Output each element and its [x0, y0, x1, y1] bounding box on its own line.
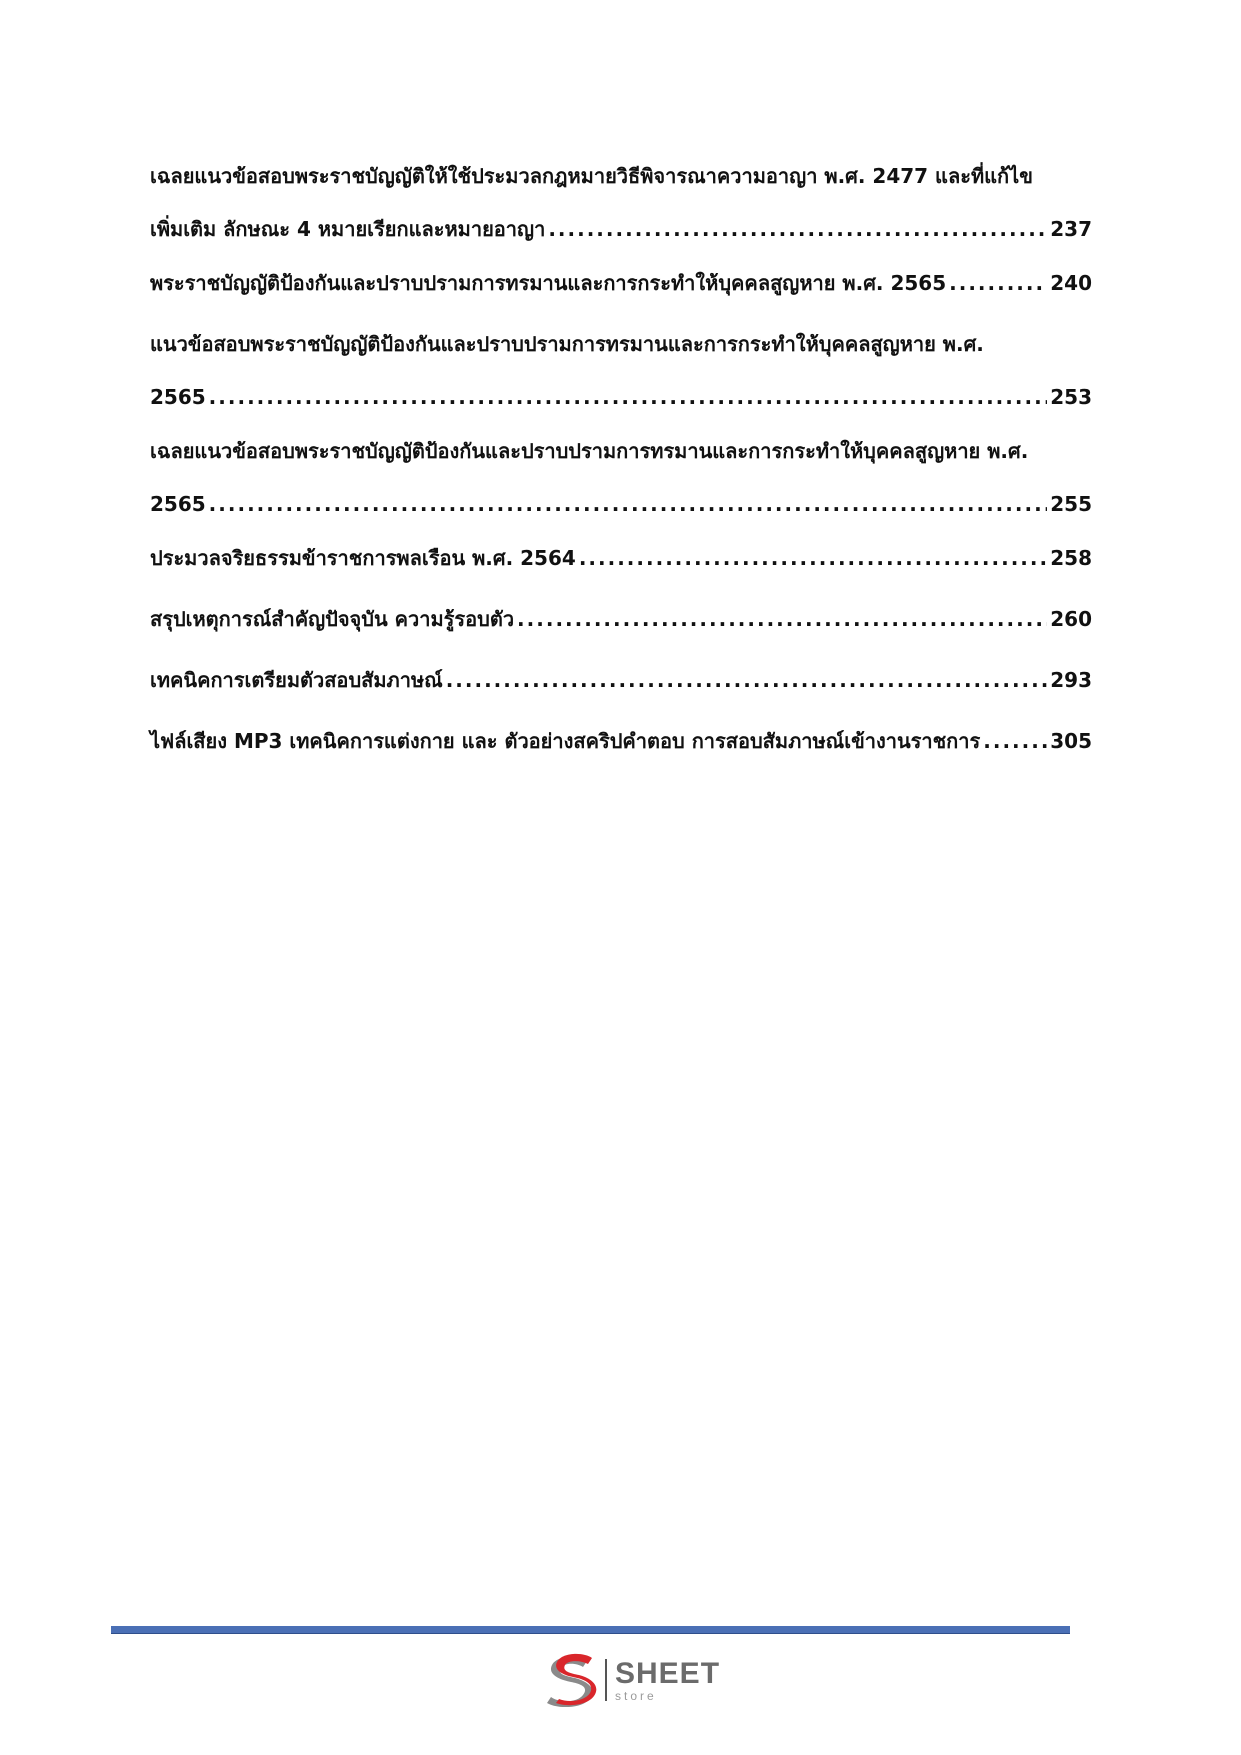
toc-entry-title: ประมวลจริยธรรมข้าราชการพลเรือน พ.ศ. 2564 — [150, 546, 576, 570]
toc-entry-title: เทคนิคการเตรียมตัวสอบสัมภาษณ์ — [150, 668, 443, 692]
logo-divider — [605, 1659, 607, 1701]
dot-leader — [579, 532, 1047, 585]
toc-entry-title-line1: เฉลยแนวข้อสอบพระราชบัญญัติให้ใช้ประมวลกฎหมายวิธีพิจารณาความอาญา พ.ศ. 2477 และที่แก้ไข — [150, 164, 1033, 188]
table-of-contents — [150, 150, 1092, 776]
sheet-store-s-logo-icon — [543, 1653, 599, 1707]
toc-entry[interactable] — [150, 150, 1092, 256]
toc-page-number: 255 — [1050, 492, 1092, 516]
toc-entry[interactable] — [150, 593, 1092, 646]
sheet-store-logo — [543, 1653, 720, 1707]
logo-text-sub: store — [615, 1688, 657, 1703]
toc-entry-title-line2: 2565 — [150, 385, 206, 409]
dot-leader — [209, 478, 1048, 531]
toc-entry-title: สรุปเหตุการณ์สำคัญปัจจุบัน ความรู้รอบตัว — [150, 607, 515, 631]
toc-page-number: 293 — [1050, 668, 1092, 692]
toc-entry[interactable] — [150, 425, 1092, 531]
dot-leader — [983, 715, 1047, 768]
toc-entry[interactable] — [150, 715, 1092, 768]
logo-wordmark — [615, 1656, 721, 1703]
toc-entry[interactable] — [150, 532, 1092, 585]
toc-entry-title-line2: เพิ่มเติม ลักษณะ 4 หมายเรียกและหมายอาญา — [150, 217, 546, 241]
dot-leader — [517, 593, 1047, 646]
toc-page-number: 253 — [1050, 385, 1092, 409]
toc-page-number: 237 — [1050, 217, 1092, 241]
dot-leader — [209, 371, 1048, 424]
toc-entry[interactable] — [150, 257, 1092, 310]
dot-leader — [446, 654, 1048, 707]
footer-divider — [111, 1626, 1070, 1634]
toc-entry[interactable] — [150, 654, 1092, 707]
toc-page-number: 258 — [1050, 546, 1092, 570]
toc-entry-title: พระราชบัญญัติป้องกันและปราบปรามการทรมานและการกระทำให้บุคคลสูญหาย พ.ศ. 2565 — [150, 271, 947, 295]
toc-entry-title: ไฟล์เสียง MP3 เทคนิคการแต่งกาย และ ตัวอย่างสคริปคำตอบ การสอบสัมภาษณ์เข้างานราชการ — [150, 729, 981, 753]
toc-entry-title-line1: แนวข้อสอบพระราชบัญญัติป้องกันและปราบปรามการทรมานและการกระทำให้บุคคลสูญหาย พ.ศ. — [150, 332, 984, 356]
dot-leader — [949, 257, 1047, 310]
toc-entry-title-line2: 2565 — [150, 492, 206, 516]
toc-page-number: 240 — [1050, 271, 1092, 295]
toc-page-number: 260 — [1050, 607, 1092, 631]
logo-text-main: SHEET — [615, 1656, 721, 1690]
toc-entry[interactable] — [150, 318, 1092, 424]
toc-page-number: 305 — [1050, 729, 1092, 753]
toc-entry-title-line1: เฉลยแนวข้อสอบพระราชบัญญัติป้องกันและปราบปรามการทรมานและการกระทำให้บุคคลสูญหาย พ.ศ. — [150, 439, 1029, 463]
dot-leader — [548, 203, 1047, 256]
